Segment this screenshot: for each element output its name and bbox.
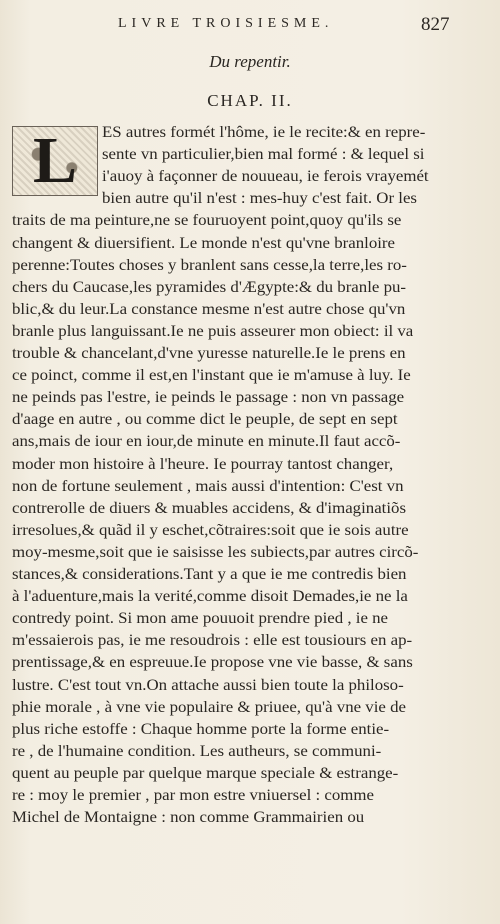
text-line: m'essaierois pas, ie me resoudrois : elle est tousiours en ap- [12, 632, 413, 650]
text-line: stances,& considerations.Tant y a que ie me contredis bien [12, 566, 407, 583]
text-line: moder mon histoire à l'heure. Ie pourray tantost changer, [12, 455, 394, 473]
text-line: ne peinds pas l'estre, ie peinds le passage : non vn passage [12, 389, 405, 407]
text-line: lustre. C'est tout vn.On attache aussi bien toute la philoso- [12, 676, 404, 694]
text-line: à l'aduenture,mais la verité,comme disoit Demades,ie ne la [12, 588, 408, 606]
chapter-subtitle: Du repentir. [209, 52, 291, 71]
text-line: ES autres formét l'hôme, ie le recite:& en repre- [102, 124, 426, 141]
text-line: contredy point. Si mon ame pouuoit prendre pied , ie ne [12, 610, 389, 628]
text-line: ans,mais de iour en iour,de minute en minute.Il faut accõ- [12, 433, 401, 451]
text-line: sente vn particulier,bien mal formé : & lequel si [102, 146, 425, 164]
page-number: 827 [421, 14, 450, 35]
text-line: i'auoy à façonner de nouueau, ie ferois vrayemét [102, 168, 429, 186]
text-line: trouble & chancelant,d'vne yuresse naturelle.Ie le prens en [12, 345, 406, 362]
text-line: bien autre qu'il n'est : mes-huy c'est fait. Or les [102, 190, 417, 208]
text-line: blic,& du leur.La constance mesme n'est autre chose qu'vn [12, 300, 406, 318]
text-line: quent au peuple par quelque marque speciale & estrange- [12, 764, 399, 782]
text-line: non de fortune seulement , mais aussi d'intention: C'est vn [12, 477, 404, 495]
drop-cap-letter: L [32, 124, 78, 197]
text-line: chers du Caucase,les pyramides d'Ægypte:& du branle pu- [12, 278, 407, 296]
text-line: re : moy le premier , par mon estre vniuersel : comme [12, 787, 374, 804]
text-line: d'aage en autre , ou comme dict le peuple, de sept en sept [12, 411, 398, 429]
text-line: phie morale , à vne vie populaire & priuee, qu'à vne vie de [12, 698, 406, 716]
text-line: traits de ma peinture,ne se fouruoyent point,quoy qu'ils se [12, 212, 402, 230]
page-header [0, 14, 500, 44]
text-line: Michel de Montaigne : non comme Grammairien ou [12, 809, 365, 827]
ornamental-drop-cap [12, 126, 98, 196]
text-line: plus riche estoffe : Chaque homme porte la forme entie- [12, 720, 390, 738]
text-line: ce poinct, comme il est,en l'instant que ie m'amuse à luy. Ie [12, 367, 411, 385]
text-line: moy-mesme,soit que ie saisisse les subiects,par autres circõ- [12, 543, 419, 561]
text-line: re , de l'humaine condition. Les autheurs, se communi- [12, 742, 382, 760]
text-line: branle plus languissant.Ie ne puis asseurer mon obiect: il va [12, 322, 414, 340]
running-head: LIVRE TROISIESME. [118, 16, 334, 31]
text-line: contrerolle de diuers & muables accidens, & d'imaginatiõs [12, 499, 407, 517]
text-line: perenne:Toutes choses y branlent sans cesse,la terre,les ro- [12, 256, 407, 274]
chapter-heading: CHAP. II. [207, 91, 293, 110]
text-line: irresolues,& quãd il y eschet,cõtraires:soit que ie sois autre [12, 521, 409, 539]
text-line: changent & diuersifient. Le monde n'est qu'vne branloire [12, 234, 396, 252]
text-line: prentissage,& en espreuue.Ie propose vne vie basse, & sans [12, 654, 413, 672]
